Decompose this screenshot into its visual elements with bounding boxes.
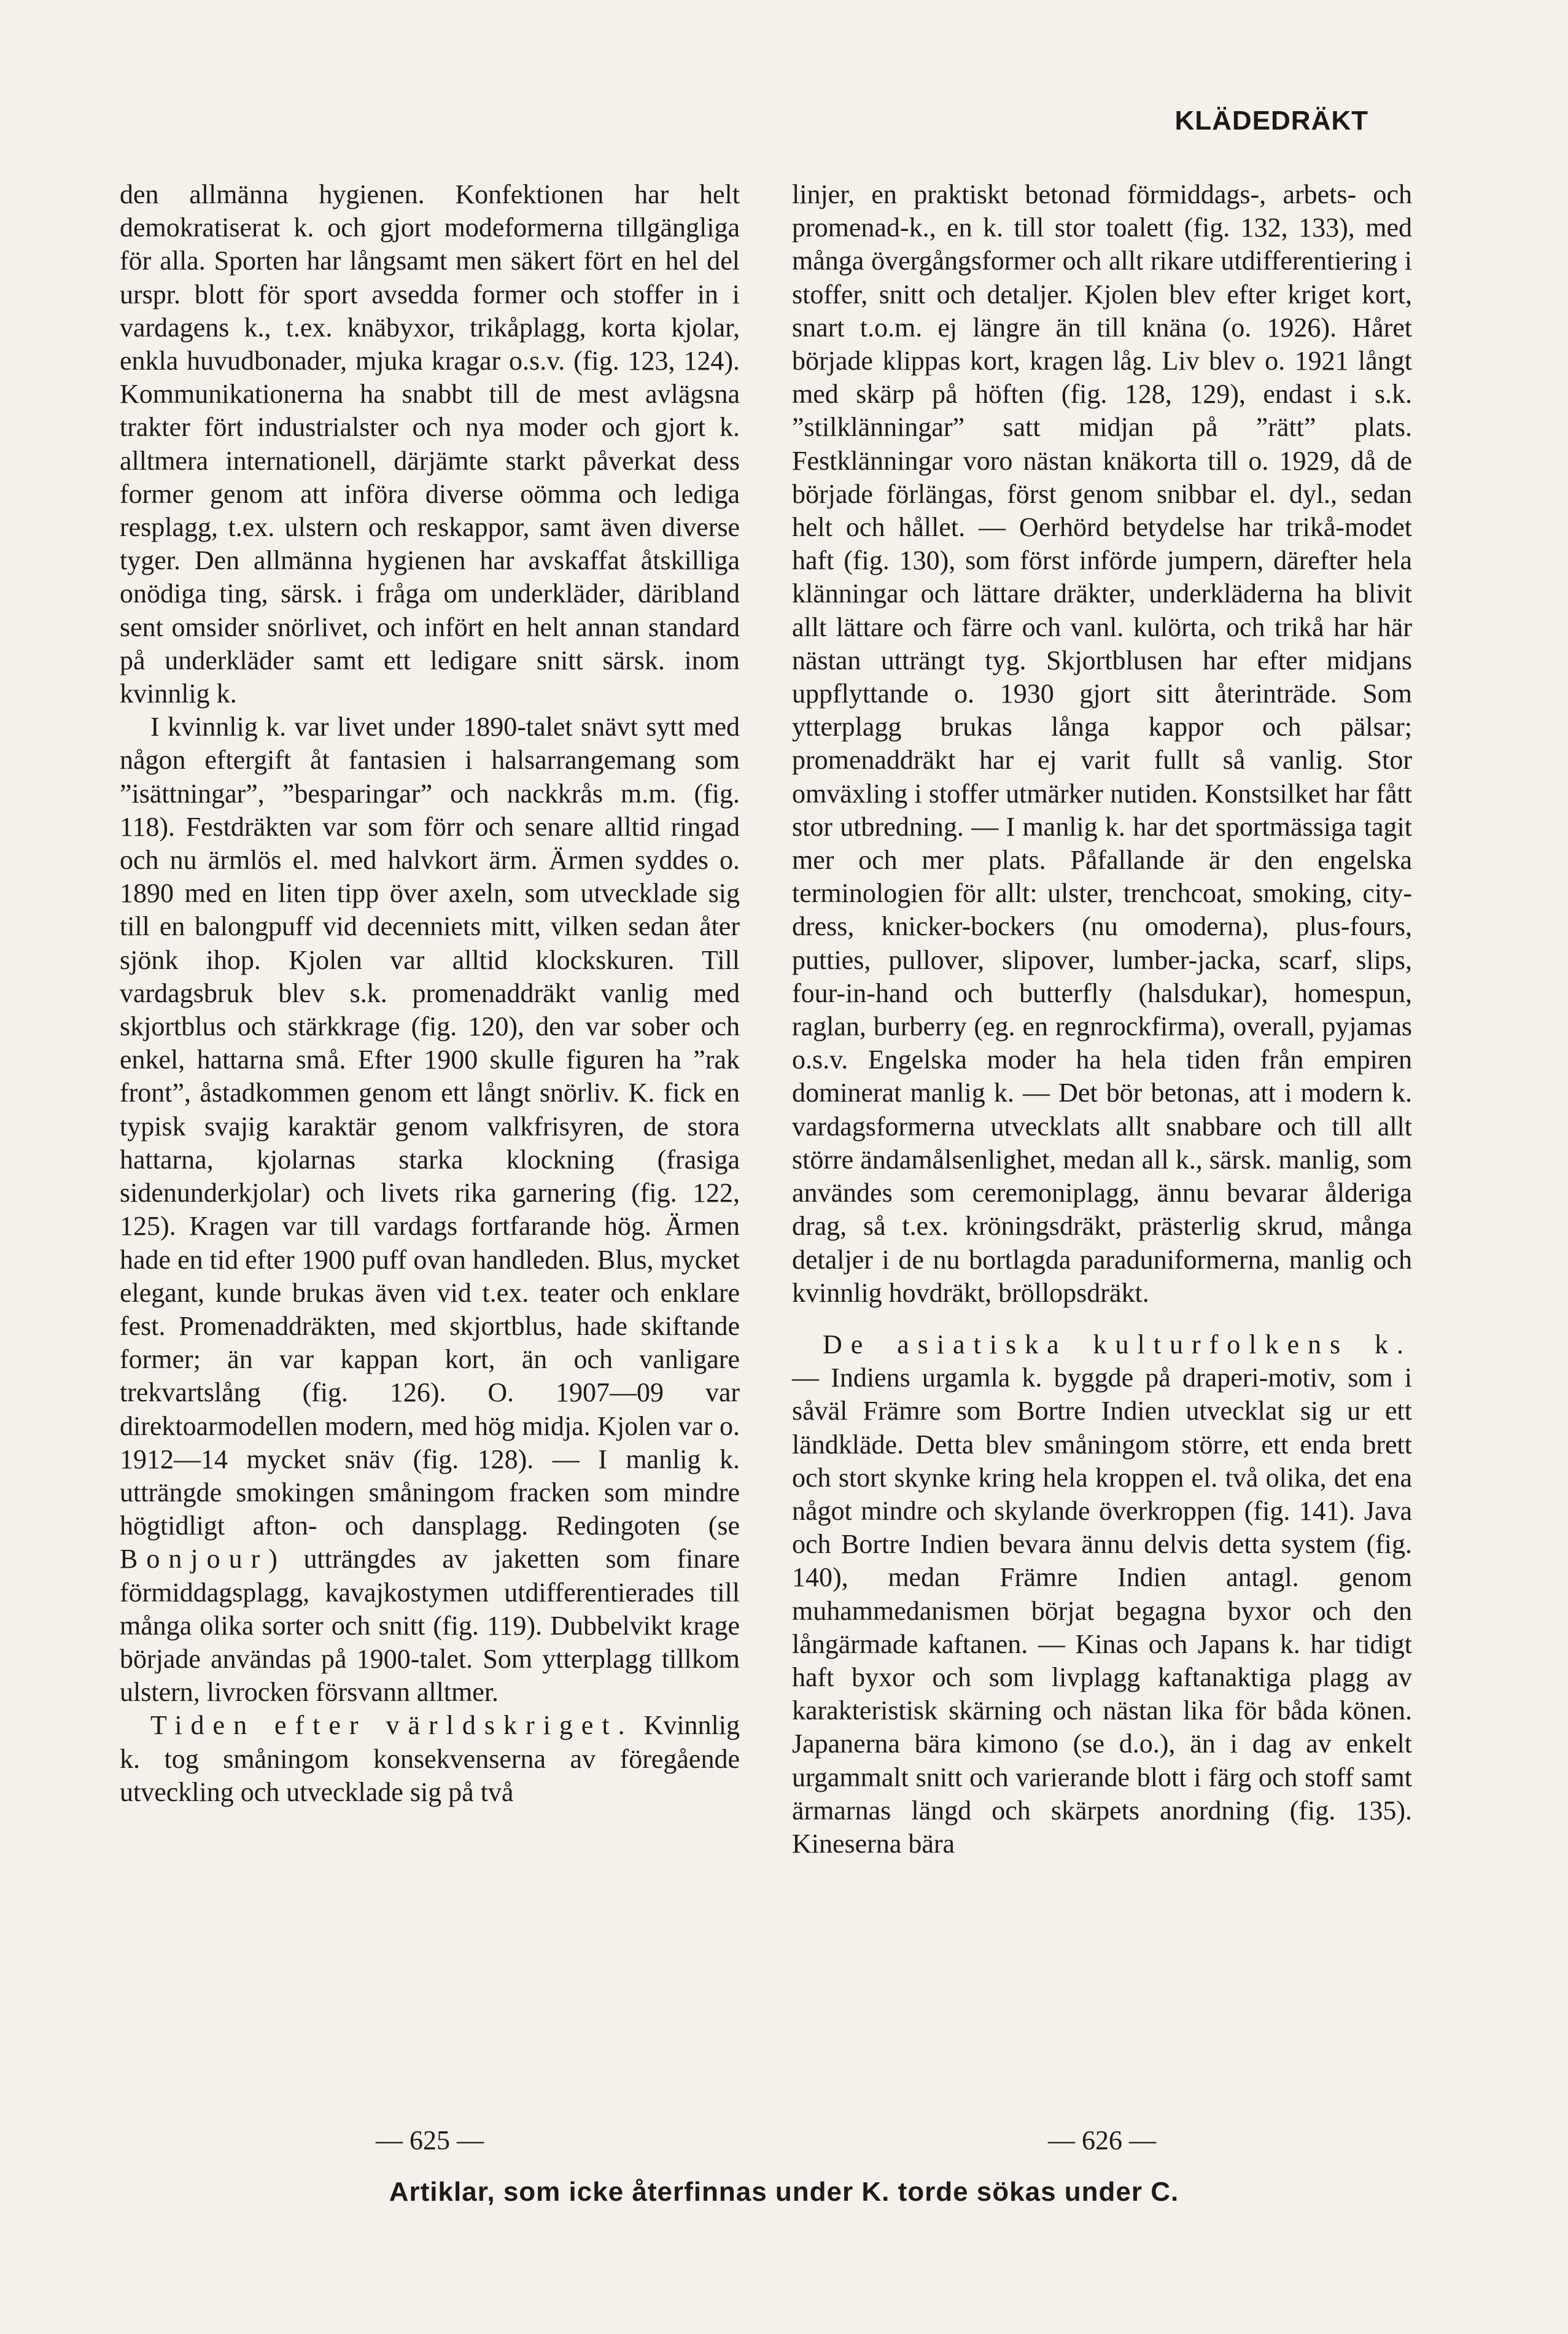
section-heading: De asiatiska kulturfolkens k.: [823, 1329, 1412, 1360]
left-column: [120, 178, 740, 1809]
page-number-left: — 625 —: [376, 2125, 484, 2155]
page-number-right: — 626 —: [1048, 2125, 1156, 2155]
section-heading: Tiden efter världskriget.: [150, 1710, 634, 1741]
paragraph-text: — Indiens urgamla k. byggde på draperi-motiv, som i såväl Främre som Bortre Indien utvecklat sig ur ett ländkläde. Detta blev småningom större, ett enda brett och stort skynke kring hela kroppen el. två olika, det ena något mindre och skylande överkroppen (fig. 141). Java och Bortre Indien bevara ännu delvis detta system (fig. 140), medan Främre Indien antagl. genom muhammedanismen börjat begagna byxor och den långärmade kaftanen. — Kinas och Japans k. har tidigt haft byxor och som livplagg kaftanaktiga plagg av karakteristisk skärning och nästan lika för båda könen. Japanerna bära kimono (se d.o.), än i dag av enkelt urgammalt snitt och varierande blott i färg och stoff samt ärmarnas längd och skärpets anordning (fig. 135). Kineserna bära: [792, 1363, 1412, 1859]
footer-note: Artiklar, som icke återfinnas under K. torde sökas under C.: [389, 2177, 1179, 2207]
paragraph: den allmänna hygienen. Konfektionen har helt demokratiserat k. och gjort modeformerna tillgängliga för alla. Sporten har långsamt men säkert fört en hel del urspr. blott för sport avsedda former och stoffer in i vardagens k., t.ex. knäbyxor, trikåplagg, korta kjolar, enkla huvudbonader, mjuka kragar o.s.v. (fig. 123, 124). Kommunikationerna ha snabbt till de mest avlägsna trakter fört industrialster och nya moder och gjort k. alltmera internationell, därjämte starkt påverkat dess former genom att införa diverse oömma och lediga resplagg, t.ex. ulstern och reskappor, samt även diverse tyger. Den allmänna hygienen har avskaffat åtskilliga onödiga ting, särsk. i fråga om underkläder, däribland sent omsider snörlivet, och infört en helt annan standard på underkläder samt ett ledigare snitt särsk. inom kvinnlig k.: [120, 179, 740, 709]
paragraph: [120, 1709, 740, 1809]
paragraph-text: Kvinnlig k. tog småningom konsekvenserna av föregående utveckling och utvecklade sig på två: [120, 1710, 740, 1807]
cross-reference: Bonjour: [120, 1544, 269, 1574]
right-column: [792, 178, 1412, 1861]
paragraph: linjer, en praktiskt betonad förmiddags-, arbets- och promenad-k., en k. till stor toalett (fig. 132, 133), med många övergångsformer och allt rikare utdifferentiering i stoffer, snitt och detaljer. Kjolen blev efter kriget kort, snart t.o.m. ej längre än till knäna (o. 1926). Håret började klippas kort, kragen låg. Liv blev o. 1921 långt med skärp på höften (fig. 128, 129), endast i s.k. ”stilklänningar” satt midjan på ”rätt” plats. Festklänningar voro nästan knäkorta till o. 1929, då de började förlängas, först genom snibbar el. dyl., sedan helt och hållet. — Oerhörd betydelse har trikå-modet haft (fig. 130), som först införde jumpern, därefter hela klänningar och lättare dräkter, underkläderna ha blivit allt lättare och färre och vanl. kulörta, och trikå har här nästan utträngt tyg. Skjortblusen har efter midjans uppflyttande o. 1930 gjort sitt återinträde. Som ytterplagg brukas långa kappor och pälsar; promenaddräkt har ej varit fullt så vanlig. Stor omväxling i stoffer utmärker nutiden. Konstsilket har fått stor utbredning. — I manlig k. har det sportmässiga tagit mer och mer plats. Påfallande är den engelska terminologien för allt: ulster, trenchcoat, smoking, city-dress, knicker-bockers (nu omoderna), plus-fours, putties, pullover, slipover, lumber-jacka, scarf, slips, four-in-hand och butterfly (halsdukar), homespun, raglan, burberry (eg. en regnrockfirma), overall, pyjamas o.s.v. Engelska moder ha hela tiden från empiren dominerat manlig k. — Det bör betonas, att i modern k. vardagsformerna utvecklats allt snabbare och till allt större ändamålsenlighet, medan all k., särsk. manlig, som användes som ceremoniplagg, ännu bevarar ålderiga drag, så t.ex. kröningsdräkt, prästerlig skrud, många detaljer i de nu bortlagda paraduniformerna, manlig och kvinnlig hovdräkt, bröllopsdräkt.: [792, 179, 1412, 1308]
paragraph-text: ) utträngdes av jaketten som finare förmiddagsplagg, kavajkostymen utdifferentierades till många olika sorter och snitt (fig. 119). Dubbelvikt krage började användas på 1900-talet. Som ytterplagg tillkom ulstern, livrocken försvann alltmer.: [120, 1544, 740, 1708]
running-head: KLÄDEDRÄKT: [1174, 106, 1368, 136]
paragraph: [792, 1328, 1412, 1861]
paragraph: [120, 710, 740, 1709]
paragraph-text: I kvinnlig k. var livet under 1890-talet snävt sytt med någon eftergift åt fantasien i halsarrangemang som ”isättningar”, ”besparingar” och nackkrås m.m. (fig. 118). Festdräkten var som förr och senare alltid ringad och nu ärmlös el. med halvkort ärm. Ärmen syddes o. 1890 med en liten tipp över axeln, som utvecklade sig till en balongpuff vid decenniets mitt, vilken sedan åter sjönk ihop. Kjolen var alltid klockskuren. Till vardagsbruk blev s.k. promenaddräkt vanlig med skjortblus och stärkkrage (fig. 120), den var sober och enkel, hattarna små. Efter 1900 skulle figuren ha ”rak front”, åstadkommen genom ett långt snörliv. K. fick en typisk svajig karaktär genom valkfrisyren, de stora hattarna, kjolarnas starka klockning (frasiga sidenunderkjolar) och livets rika garnering (fig. 122, 125). Kragen var till vardags fortfarande hög. Ärmen hade en tid efter 1900 puff ovan handleden. Blus, mycket elegant, kunde brukas även vid t.ex. teater och enklare fest. Promenaddräkten, med skjortblus, hade skiftande former; än var kappan kort, än och vanligare trekvartslång (fig. 126). O. 1907—09 var direktoarmodellen modern, med hög midja. Kjolen var o. 1912—14 mycket snäv (fig. 128). — I manlig k. utträngde smokingen småningom fracken som mindre högtidligt afton- och dansplagg. Redingoten (se: [120, 712, 740, 1541]
